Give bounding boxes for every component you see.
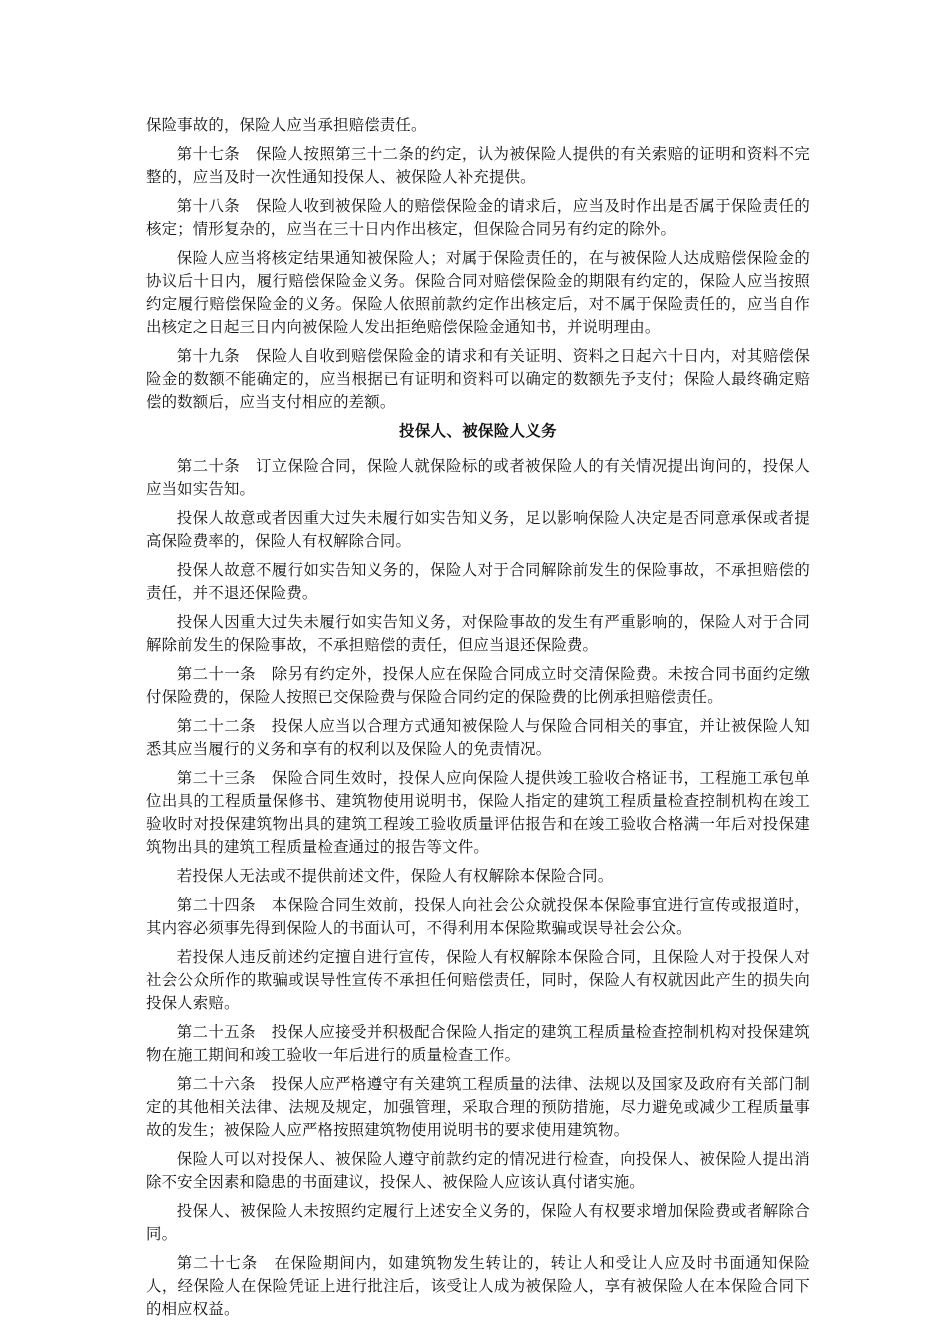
- section-heading: 投保人、被保险人义务: [399, 422, 557, 440]
- document-body: [146, 114, 810, 1327]
- paragraph-article-26-cont-2: 投保人、被保险人未按照约定履行上述安全义务的，保险人有权要求增加保险费或者解除合同。: [146, 1202, 810, 1243]
- paragraph-article-24: 第二十四条 本保险合同生效前，投保人向社会公众就投保本保险事宜进行宣传或报道时，其内容必须事先得到保险人的书面认可，不得利用本保险欺骗或误导社会公众。: [146, 896, 810, 937]
- paragraph-article-18-cont: 保险人应当将核定结果通知被保险人；对属于保险责任的，在与被保险人达成赔偿保险金的协议后十日内，履行赔偿保险金义务。保险合同对赔偿保险金的期限有约定的，保险人应当按照约定履行赔偿保险金的义务。保险人依照前款约定作出核定后，对不属于保险责任的，应当自作出核定之日起三日内向被保险人发出拒绝赔偿保险金通知书，并说明理由。: [146, 249, 810, 336]
- paragraph-article-25: 第二十五条 投保人应接受并积极配合保险人指定的建筑工程质量检查控制机构对投保建筑物在施工期间和竣工验收一年后进行的质量检查工作。: [146, 1023, 810, 1064]
- paragraph-article-27: 第二十七条 在保险期间内，如建筑物发生转让的，转让人和受让人应及时书面通知保险人，经保险人在保险凭证上进行批注后，该受让人成为被保险人，享有被保险人在本保险合同下的相应权益。: [146, 1254, 810, 1318]
- paragraph-article-20-cont-1: 投保人故意或者因重大过失未履行如实告知义务，足以影响保险人决定是否同意承保或者提高保险费率的，保险人有权解除合同。: [146, 509, 810, 550]
- paragraph-article-20: 第二十条 订立保险合同，保险人就保险标的或者被保险人的有关情况提出询问的，投保人应当如实告知。: [146, 457, 810, 498]
- paragraph-article-23-cont: 若投保人无法或不提供前述文件，保险人有权解除本保险合同。: [176, 867, 614, 885]
- paragraph-article-24-cont: 若投保人违反前述约定擅自进行宣传，保险人有权解除本保险合同，且保险人对于投保人对社会公众所作的欺骗或误导性宣传不承担任何赔偿责任，同时，保险人有权就因此产生的损失向投保人索赔。: [146, 948, 810, 1012]
- paragraph-article-19: 第十九条 保险人自收到赔偿保险金的请求和有关证明、资料之日起六十日内，对其赔偿保险金的数额不能确定的，应当根据已有证明和资料可以确定的数额先予支付；保险人最终确定赔偿的数额后，应当支付相应的差额。: [146, 347, 810, 411]
- paragraph-article-23: 第二十三条 保险合同生效时，投保人应向保险人提供竣工验收合格证书，工程施工承包单位出具的工程质量保修书、建筑物使用说明书，保险人指定的建筑工程质量检查控制机构在竣工验收时对投保建筑物出具的建筑工程竣工验收质量评估报告和在竣工验收合格满一年后对投保建筑物出具的建筑工程质量检查通过的报告等文件。: [146, 769, 810, 856]
- paragraph-article-17: 第十七条 保险人按照第三十二条的约定，认为被保险人提供的有关索赔的证明和资料不完整的，应当及时一次性通知投保人、被保险人补充提供。: [146, 145, 810, 186]
- paragraph-article-18: 第十八条 保险人收到被保险人的赔偿保险金的请求后，应当及时作出是否属于保险责任的核定；情形复杂的，应当在三十日内作出核定，但保险合同另有约定的除外。: [146, 197, 810, 238]
- paragraph-article-26: 第二十六条 投保人应严格遵守有关建筑工程质量的法律、法规以及国家及政府有关部门制定的其他相关法律、法规及规定，加强管理，采取合理的预防措施，尽力避免或减少工程质量事故的发生；被保险人应严格按照建筑物使用说明书的要求使用建筑物。: [146, 1075, 810, 1139]
- paragraph-article-26-cont-1: 保险人可以对投保人、被保险人遵守前款约定的情况进行检查，向投保人、被保险人提出消除不安全因素和隐患的书面建议，投保人、被保险人应该认真付诸实施。: [146, 1150, 810, 1191]
- paragraph-continuation: 保险事故的，保险人应当承担赔偿责任。: [146, 116, 427, 134]
- paragraph-article-21: 第二十一条 除另有约定外，投保人应在保险合同成立时交清保险费。未按合同书面约定缴付保险费的，保险人按照已交保险费与保险合同约定的保险费的比例承担赔偿责任。: [146, 665, 810, 706]
- paragraph-article-22: 第二十二条 投保人应当以合理方式通知被保险人与保险合同相关的事宜，并让被保险人知悉其应当履行的义务和享有的权利以及保险人的免责情况。: [146, 717, 810, 758]
- paragraph-article-20-cont-2: 投保人故意不履行如实告知义务的，保险人对于合同解除前发生的保险事故，不承担赔偿的责任，并不退还保险费。: [146, 561, 810, 602]
- paragraph-article-20-cont-3: 投保人因重大过失未履行如实告知义务，对保险事故的发生有严重影响的，保险人对于合同解除前发生的保险事故，不承担赔偿的责任，但应当退还保险费。: [146, 613, 810, 654]
